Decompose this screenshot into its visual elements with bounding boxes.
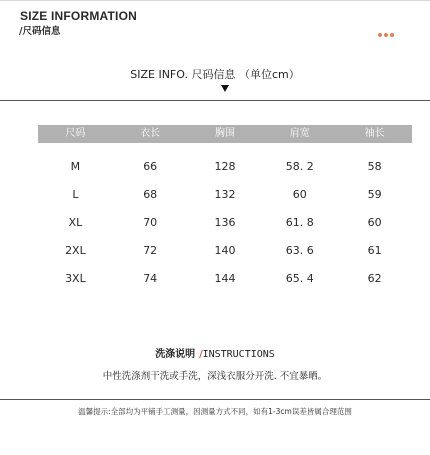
measurement-tip: 温馨提示:全部均为平铺手工测量，因测量方式不同，如有1-3cm误差皆属合理范围	[78, 407, 352, 416]
table-row	[38, 241, 412, 261]
header-subtitle: /尺码信息	[19, 26, 61, 37]
table-cell: 61. 8	[285, 216, 314, 229]
top-divider	[0, 0, 430, 1]
column-header-length: 衣长	[140, 128, 161, 139]
table-cell: 63. 6	[285, 244, 314, 257]
size-table-header	[38, 125, 412, 143]
table-cell: 70	[143, 216, 158, 229]
table-row	[38, 185, 412, 205]
table-cell: 72	[143, 244, 158, 257]
table-cell: 66	[143, 160, 158, 173]
instructions-slash: /	[199, 349, 203, 360]
dot	[390, 33, 394, 37]
instructions-title	[0, 345, 430, 360]
table-cell: 140	[214, 244, 236, 257]
table-cell: 60	[292, 188, 307, 201]
table-cell: 61	[367, 244, 382, 257]
column-header-size: 尺码	[65, 128, 86, 139]
table-row	[38, 213, 412, 233]
dot	[378, 33, 382, 37]
table-cell: 58	[367, 160, 382, 173]
table-cell: 68	[143, 188, 158, 201]
table-cell: 136	[214, 216, 236, 229]
table-cell: 58. 2	[285, 160, 314, 173]
table-cell: XL	[68, 216, 83, 229]
table-row	[38, 269, 412, 289]
footer-divider	[0, 399, 430, 400]
table-cell: 132	[214, 188, 236, 201]
instructions-text: 中性洗涤剂干洗或手洗，深浅衣服分开洗. 不宜暴晒。	[102, 371, 328, 382]
table-cell: 2XL	[65, 244, 86, 257]
down-arrow-icon	[221, 85, 229, 92]
table-cell: L	[72, 188, 79, 201]
table-cell: 3XL	[65, 272, 86, 285]
size-info-title: SIZE INFO. 尺码信息 （单位cm）	[130, 68, 300, 81]
instructions-title-cn: 洗涤说明	[155, 349, 196, 360]
instructions-title-en: INSTRUCTIONS	[202, 349, 275, 360]
table-cell: 128	[214, 160, 236, 173]
table-cell: 144	[214, 272, 236, 285]
more-dots-icon	[378, 33, 394, 37]
table-row	[38, 157, 412, 177]
column-header-chest: 胸围	[214, 128, 235, 139]
column-header-sleeve: 袖长	[364, 128, 385, 139]
header-title: SIZE INFORMATION	[20, 9, 137, 23]
table-cell: 60	[367, 216, 382, 229]
column-header-shoulder: 肩宽	[289, 128, 310, 139]
table-cell: 59	[367, 188, 382, 201]
dot	[384, 33, 388, 37]
table-cell: 65. 4	[285, 272, 314, 285]
table-cell: 74	[143, 272, 158, 285]
table-cell: M	[70, 160, 81, 173]
table-cell: 62	[367, 272, 382, 285]
section-divider	[0, 100, 430, 101]
